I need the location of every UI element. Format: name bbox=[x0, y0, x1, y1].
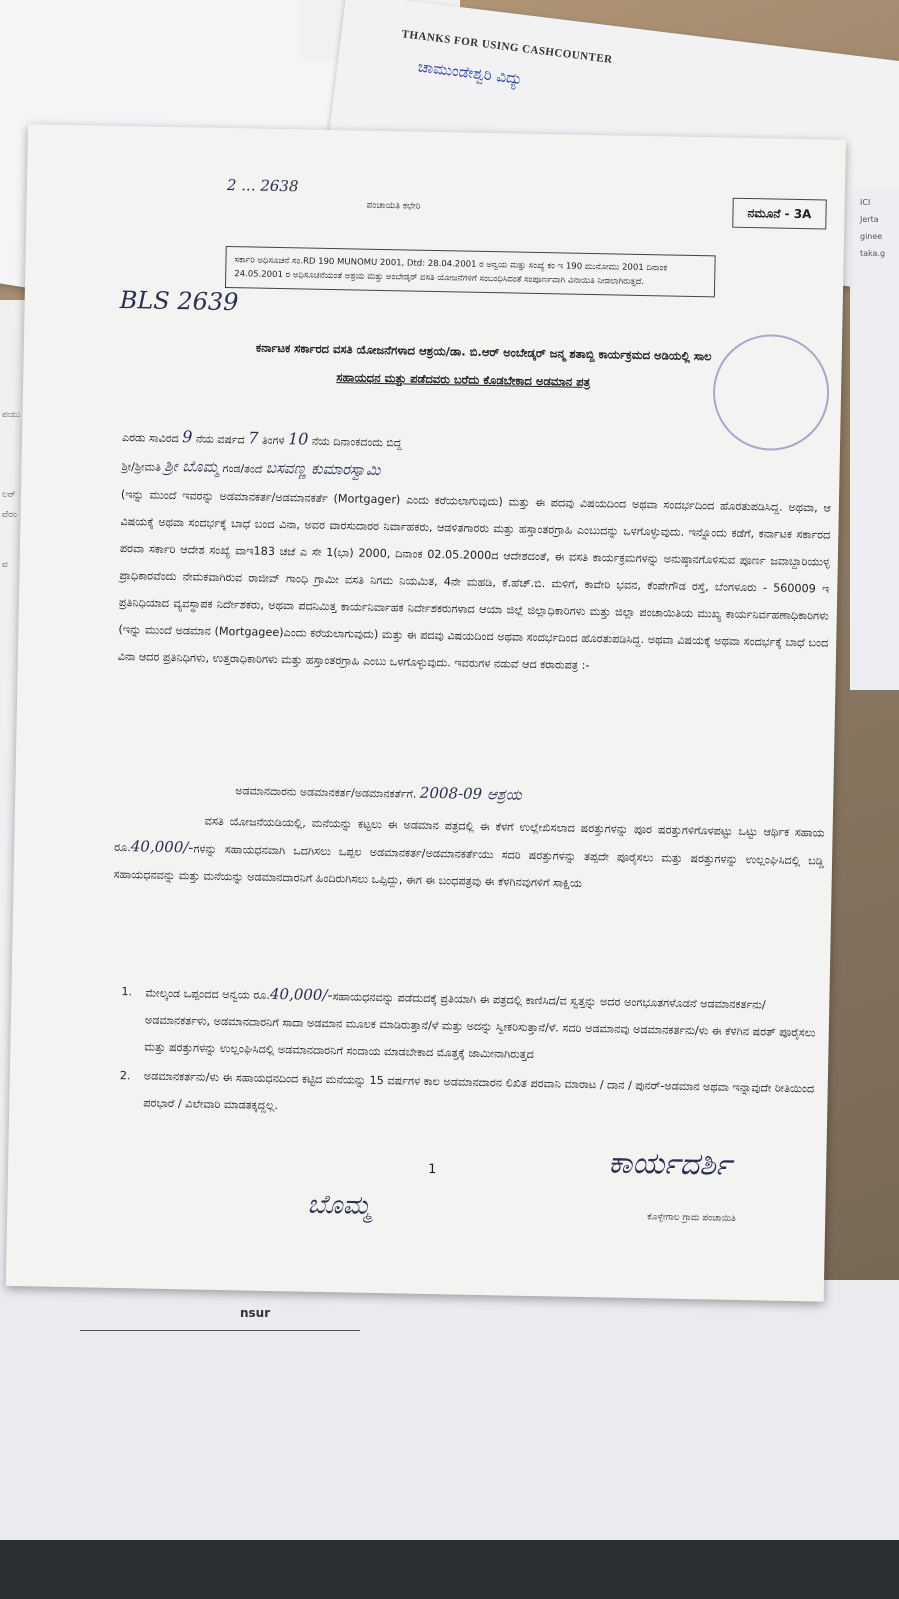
notification-box: ಸರ್ಕಾರಿ ಅಧಿಸೂಚನೆ ಸಂ.RD 190 MUNOMU 2001, Dtd: 28.04.2001 ರ ಅನ್ವಯ ಮತ್ತು ಸಂಖ್ಯೆ ಕಂ ಇ 190 ಮುನೋಮು 2001 ದಿನಾಂಕ 24.05.2001 ರ ಅಧಿಸೂಚನೆಯಂತೆ ಅಶ್ರಯ ಮತ್ತು ಅಂಬೇಡ್ಕರ್ ವಸತಿ ಯೋಜನೆಗಳಿಗೆ ಸಂಬಂಧಿಸಿದಂತೆ ಸಂಪೂರ್ಣವಾಗಿ ವಿನಾಯಿತಿ ನೀಡಲಾಗಿರುತ್ತದೆ. bbox=[225, 246, 716, 297]
clause-number: 1. bbox=[121, 985, 133, 999]
date-day: 10 bbox=[287, 429, 309, 449]
receipt-thanks-text: THANKS FOR USING CASHCOUNTER bbox=[401, 28, 614, 66]
clause-text bbox=[144, 979, 821, 1074]
clause-number: 2. bbox=[119, 1069, 131, 1083]
right-strip-text: taka.g bbox=[860, 249, 886, 258]
right-strip-text: ICI bbox=[860, 198, 871, 207]
top-handwritten-number: 2 ... 2638 bbox=[226, 175, 299, 196]
left-strip-text: ಲರ್ bbox=[2, 490, 16, 500]
assistance-amount: 40,000/- bbox=[130, 837, 194, 857]
bottom-rule bbox=[80, 1330, 360, 1331]
clause-text: ಅಡಮಾನಕರ್ತನು/ಳು ಈ ಸಹಾಯಧನದಿಂದ ಕಟ್ಟಿದ ಮನೆಯನ್ನು 15 ವರ್ಷಗಳ ಕಾಲ ಅಡಮಾನದಾರನ ಲಿಖಿತ ಪರವಾನಿ ಮಾರಾಟ / ದಾನ / ಪುನರ್-ಅಡಮಾನ ಅಥವಾ ಇನ್ನಾವುದೇ ರೀತಿಯಿಂದ ಪರಭಾರೆ / ವಿಲೇವಾರಿ ಮಾಡತಕ್ಕದ್ದಲ್ಲ. bbox=[143, 1069, 815, 1113]
left-strip-text: ಪಯು bbox=[2, 410, 21, 420]
background-paper-right bbox=[850, 190, 899, 690]
mortgager-name: ಶ್ರೀ ಬೊಮ್ಮ bbox=[164, 456, 220, 476]
clause-list bbox=[119, 978, 822, 1131]
date-month: 7 bbox=[248, 428, 259, 448]
name-prefix: ಶ್ರೀ/ಶ್ರೀಮತಿ bbox=[121, 460, 161, 474]
signature-caption: ಕೊಳ್ಳೇಗಾಲ ಗ್ರಾಮ ಪಂಚಾಯಿತಿ bbox=[647, 1212, 736, 1224]
paragraph-assistance bbox=[113, 806, 824, 902]
scheme-year-handwritten: 2008-09 ಆಶ್ರಯ bbox=[419, 783, 522, 804]
clause-text-part: ಮೇಲ್ಕಂಡ ಒಪ್ಪಂದದ ಅನ್ವಯ ರೂ. bbox=[145, 986, 271, 1002]
dark-surface bbox=[0, 1540, 899, 1599]
paragraph2-text: ವಸತಿ ಯೋಜನೆಯಡಿಯಲ್ಲಿ, ಮನೆಯನ್ನು ಕಟ್ಟಲು ಈ ಅಡಮಾನ ಪತ್ರದಲ್ಲಿ ಈ ಕೆಳಗೆ ಉಲ್ಲೇಖಿಸಲಾದ ಷರತ್ತುಗಳನ್ನು ಪೂರ ಷರತ್ತುಗಳಿಗೊಳಪಟ್ಟು ಒಟ್ಟು ಆರ್ಥಿಕ ಸಹಾಯ ರೂ. bbox=[114, 814, 825, 855]
paragraph2-text: ಗಳನ್ನು ಸಹಾಯಧನವಾಗಿ ಒದಗಿಸಲು ಒಪ್ಪಲ ಅಡಮಾನಕರ್ತ/ಅಡಮಾನಕರ್ತೆಯು ಸದರಿ ಷರತ್ತುಗಳನ್ನು ತಪ್ಪದೇ ಪೂರೈಸಲು ಮತ್ತು ಷರತ್ತುಗಳನ್ನು ಉಲ್ಲಂಘಿಸಿದಲ್ಲಿ ಬಡ್ಡಿ ಸಹಾಯಧನವನ್ನು ಮತ್ತು ಮನೆಯನ್ನು ಅಡಮಾನದಾರನಿಗೆ ಹಿಂದಿರುಗಿಸಲು ಒಪ್ಪಿದ್ದು, ಈಗ ಈ ಬಂಧಪತ್ರವು ಈ ಕೆಳಗಿನವುಗಳಿಗೆ ಸಾಕ್ಷಿಯ bbox=[113, 842, 825, 890]
signature-mortgager: ಬೊಮ್ಮ bbox=[307, 1189, 372, 1221]
date-year: 9 bbox=[182, 427, 193, 447]
relation-name: ಬಸವಣ್ಣ ಕುಮಾರಸ್ವಾಮಿ bbox=[265, 458, 381, 479]
left-strip-text: ವೆರಂ bbox=[2, 510, 17, 520]
mortgage-deed-page bbox=[6, 124, 846, 1301]
between-line bbox=[235, 780, 522, 803]
clause-item bbox=[119, 1062, 820, 1129]
between-text: ಅಡಮಾನದಾರನು ಅಡಮಾನಕರ್ತ/ಅಡಮಾನಕರ್ತೆಗೆ. bbox=[235, 784, 417, 801]
document-title: ಕರ್ನಾಟಕ ಸರ್ಕಾರದ ವಸತಿ ಯೋಜನೆಗಳಾದ ಆಶ್ರಯ/ಡಾ. ಬಿ.ಆರ್ ಅಂಬೇಡ್ಕರ್ ಜನ್ಮ ಶತಾಬ್ದಿ ಕಾರ್ಯಕ್ರಮದ ಅಡಿಯಲ್ಲಿ ಸಾಲ bbox=[255, 340, 712, 364]
bottom-fragment-text: nsur bbox=[240, 1306, 271, 1320]
date-month-suffix: ತಿಂಗಳ bbox=[261, 433, 285, 448]
left-strip-text: ವ bbox=[2, 560, 8, 570]
page-number: 1 bbox=[427, 1162, 437, 1178]
clause-text-part: ಸಹಾಯಧನವನ್ನು ಪಡೆದುದಕ್ಕೆ ಪ್ರತಿಯಾಗಿ ಈ ಪತ್ರದಲ್ಲಿ ಕಾಣಿಸಿದ/ವ ಸ್ವತ್ತನ್ನು ಅದರ ಅಂಗಭೂತಗಳೊಡನೆ ಅಡಮಾನಕರ್ತನು/ ಅಡಮಾನಕರ್ತಳು, ಅಡಮಾನದಾರನಿಗೆ ಸಾದಾ ಅಡಮಾನ ಮೂಲಕ ಮಾಡಿರುತ್ತಾನೆ/ಳೆ ಮತ್ತು ಅದನ್ನು ಸ್ವೀಕರಿಸುತ್ತಾನೆ/ಳೆ. ಸದರಿ ಅಡಮಾನವು ಅಡಮಾನಕರ್ತನು/ಳು ಈ ಕೆಳಗಿನ ಷರತ್ ಪೂರೈಸಲು ಮತ್ತು ಷರತ್ತುಗಳನ್ನು ಉಲ್ಲಂಘಿಸಿದಲ್ಲಿ ಅಡಮಾನದಾರನಿಗೆ ಸಂದಾಯ ಮಾಡಬೇಕಾದ ಮೊತ್ತಕ್ಕೆ ಜಾಮೀನಾಗಿರುತ್ತದ bbox=[144, 990, 816, 1062]
handwritten-bl-number: BLS 2639 bbox=[119, 285, 239, 317]
relation-label: ಗಂಡ/ತಂದೆ bbox=[222, 461, 263, 476]
date-day-suffix: ನೆಯ ದಿನಾಂಕದಂದು ಬಿದ್ದ bbox=[311, 434, 402, 450]
form-number-box: ನಮೂನೆ - 3A bbox=[732, 198, 827, 230]
background-paper-bottom bbox=[0, 1280, 899, 1540]
right-strip-text: Jerta bbox=[860, 215, 879, 224]
signature-secretary: ಕಾರ್ಯದರ್ಶಿ bbox=[607, 1145, 732, 1183]
right-strip-text: ginee bbox=[860, 232, 883, 241]
document-subtitle: ಸಹಾಯಧನ ಮತ್ತು ಪಡೆದವರು ಬರೆದು ಕೊಡಬೇಕಾದ ಅಡಮಾನ ಪತ್ರ bbox=[336, 370, 591, 389]
clause-amount: 40,000/- bbox=[269, 984, 333, 1005]
clause-item bbox=[120, 978, 821, 1073]
date-year-suffix: ನೆಯ ವರ್ಷದ bbox=[195, 432, 245, 447]
top-stamp-text: ಪಂಚಾಯತಿ ಕಛೇರಿ bbox=[366, 200, 421, 212]
name-line bbox=[121, 456, 380, 479]
paragraph-parties: (ಇನ್ನು ಮುಂದೆ ಇವರನ್ನು ಅಡಮಾನಕರ್ತ/ಅಡಮಾನಕರ್ತೆ (Mortgager) ಎಂದು ಕರೆಯಲಾಗುವುದು) ಮತ್ತು ಈ ಪದವು ವಿಷಯದಿಂದ ಅಥವಾ ಸಂದರ್ಭದಿಂದ ಹೊರತುಪಡಿಸಿದ್ದ. ಅಥವಾ, ಆ ವಿಷಯಕ್ಕೆ ಅಥವಾ ಸಂದರ್ಭಕ್ಕೆ ಬಾಧೆ ಬಂದ ವಿನಾ, ಅವರ ವಾರಸುದಾರರ ನಿರ್ವಾಹಕರು, ಆಡಳಿತಗಾರರು ಮತ್ತು ಹಸ್ತಾಂತರಗ್ರಾಹಿ ಎಂಬುದನ್ನು ಒಳಗೊಳ್ಳುವುದು. ಇನ್ನೊಂದು ಕಡೆಗೆ, ಕರ್ನಾಟಕ ಸರ್ಕಾರದ ಪರವಾ ಸರ್ಕಾರಿ ಆದೇಶ ಸಂಖ್ಯೆ ವಾಇ183 ಚಜೆ ಎ ಸೇ 1(ಭಾ) 2000, ದಿನಾಂಕ 02.05.2000ದ ಆದೇಶದಂತೆ, ಈ ವಸತಿ ಕಾರ್ಯಕ್ರಮಗಳನ್ನು ಅನುಷ್ಠಾನಗೊಳಿಸುವ ಪೂರ್ಣ ಜವಾಬ್ದಾರಿಯುಳ್ಳ ಪ್ರಾಧಿಕಾರವೆಂದು ನೇಮಕವಾಗಿರುವ ರಾಜೀವ್ ಗಾಂಧಿ ಗ್ರಾಮೀ ವಸತಿ ನಿಗಮ ನಿಯಮಿತ, 4ನೇ ಮಹಡಿ, ಕೆ.ಹೆಚ್.ಬಿ. ಮಳಿಗೆ, ಕಾವೇರಿ ಭವನ, ಕೆಂಪೇಗೌಡ ರಸ್ತೆ, ಬೆಂಗಳೂರು - 560009 ಇ ಪ್ರತಿನಿಧಿಯಾದ ವ್ಯವಸ್ಥಾಪಕ ನಿರ್ದೇಶಕರು, ಅಥವಾ ಪದನಿಮಿತ್ತ ಕಾರ್ಯನಿರ್ವಾಹಕ ನಿರ್ದೇಶಕರುಗಳಾದ ಆಯಾ ಜಿಲ್ಲೆ ಜಿಲ್ಲಾಧಿಕಾರಿಗಳು ಮತ್ತು ಜಿಲ್ಲಾ ಪಂಚಾಯಿತಿಯ ಮುಖ್ಯ ಕಾರ್ಯನಿರ್ವಹಣಾಧಿಕಾರಿಗಳು (ಇನ್ನು ಮುಂದೆ ಅಡಮಾನ (Mortgagee)ಎಂದು ಕರೆಯಲಾಗುವುದು) ಮತ್ತು ಈ ಪದವು ವಿಷಯದಿಂದ ಅಥವಾ ಸಂದರ್ಭದಿಂದ ಹೊರತುಪಡಿಸಿದ್ದ. ಅಥವಾ ವಿಷಯಕ್ಕೆ ಅಥವಾ ಸಂದರ್ಭಕ್ಕೆ ಬಾಧೆ ಬಂದ ವಿನಾ ಆದರ ಪ್ರತಿನಿಧಿಗಳು, ಉತ್ತರಾಧಿಕಾರಿಗಳು ಮತ್ತು ಹಸ್ತಾಂತರಗ್ರಾಹಿ ಎಂಬು ಒಳಗೊಳ್ಳುವುದು. ಇವರುಗಳ ನಡುವೆ ಆದ ಕರಾರುಪತ್ರ :- bbox=[117, 488, 831, 673]
date-prefix: ಎರಡು ಸಾವಿರದ bbox=[121, 431, 179, 446]
receipt-kannada-text: ಚಾಮುಂಡೇಶ್ವರಿ ವಿದ್ಯು bbox=[416, 57, 524, 89]
date-line bbox=[122, 426, 402, 450]
